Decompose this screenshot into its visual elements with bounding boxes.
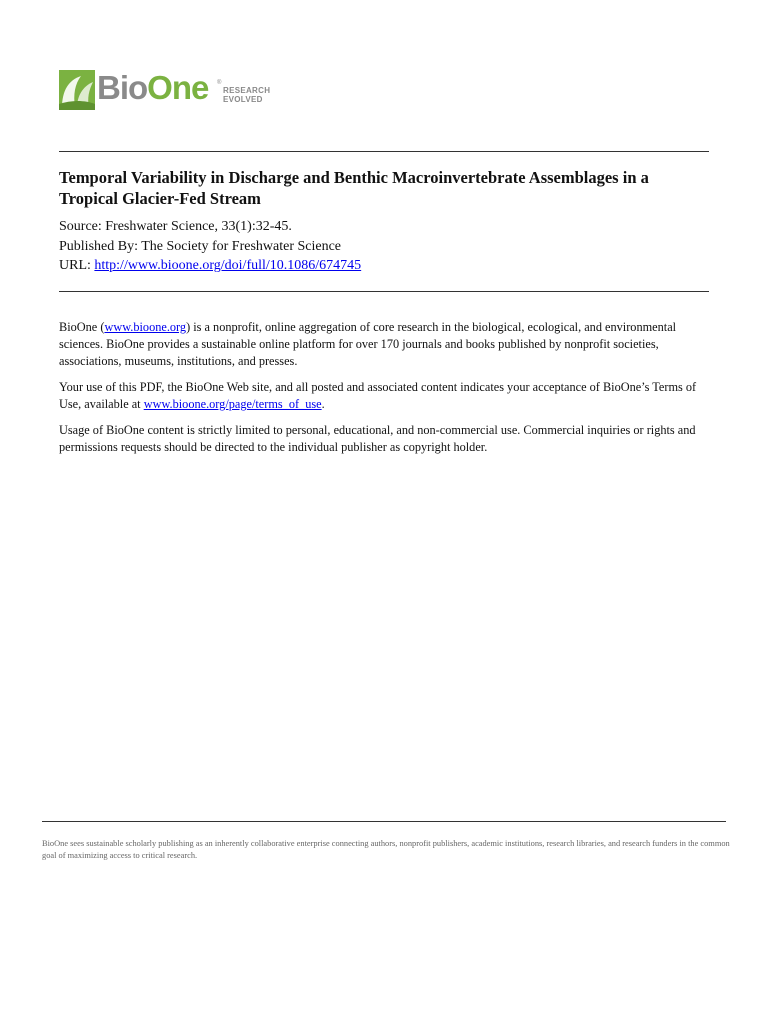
usage-paragraph: Usage of BioOne content is strictly limited to personal, educational, and non-commercial use. Commercial inquiries or rights and permissions requests should be directed to the individual publisher as copyright holder. bbox=[59, 423, 696, 454]
logo-wordmark bbox=[97, 66, 208, 110]
middle-divider bbox=[59, 291, 709, 292]
source-label: Source: bbox=[59, 219, 106, 234]
bioone-home-link[interactable]: www.bioone.org bbox=[104, 320, 187, 334]
logo-tagline-line2: EVOLVED bbox=[223, 95, 263, 104]
terms-start: Your use of this PDF, the BioOne Web site, and all posted and associated content indicates your acceptance of BioOne’s Terms of Use, available at bbox=[59, 380, 697, 411]
notice-body bbox=[59, 319, 709, 465]
footer-statement: BioOne sees sustainable scholarly publishing as an inherently collaborative enterprise connecting authors, nonprofit publishers, academic institutions, research libraries, and research funders in the common goal of maximizing access to critical research. bbox=[42, 839, 730, 860]
bioone-logo bbox=[59, 70, 289, 112]
about-start: BioOne ( bbox=[59, 320, 105, 334]
terms-of-use-link[interactable]: www.bioone.org/page/terms_of_use bbox=[143, 397, 322, 411]
terms-paragraph bbox=[59, 379, 709, 413]
publisher-label: Published By: bbox=[59, 238, 142, 254]
article-url-link[interactable]: http://www.bioone.org/doi/full/10.1086/674745 bbox=[94, 258, 362, 273]
url-line bbox=[59, 256, 709, 276]
footer-divider bbox=[42, 821, 726, 822]
bioone-leaf-icon bbox=[59, 70, 95, 110]
article-title: Temporal Variability in Discharge and Benthic Macroinvertebrate Assemblages in a Tropical Glacier-Fed Stream bbox=[59, 168, 649, 208]
logo-one: One bbox=[147, 69, 209, 106]
about-paragraph bbox=[59, 319, 709, 370]
about-end: ) is a nonprofit, online aggregation of core research in the biological, ecological, and environmental sciences. BioOne provides a sustainable online platform for over 170 journals and books published by nonprofit societies, associations, museums, institutions, and presses. bbox=[59, 320, 677, 368]
top-divider bbox=[59, 151, 709, 152]
logo-bio: Bio bbox=[97, 69, 148, 106]
logo-tagline-line1: RESEARCH bbox=[223, 86, 271, 95]
terms-end: . bbox=[321, 397, 325, 411]
publisher-value: The Society for Freshwater Science bbox=[141, 238, 342, 254]
logo-tagline bbox=[223, 86, 270, 104]
source-value: Freshwater Science, 33(1):32-45. bbox=[105, 219, 292, 234]
source-line bbox=[59, 217, 709, 237]
article-metadata bbox=[59, 217, 709, 276]
logo-registered-mark: ® bbox=[217, 80, 222, 86]
publisher-line bbox=[59, 237, 709, 257]
url-label: URL: bbox=[59, 258, 95, 273]
